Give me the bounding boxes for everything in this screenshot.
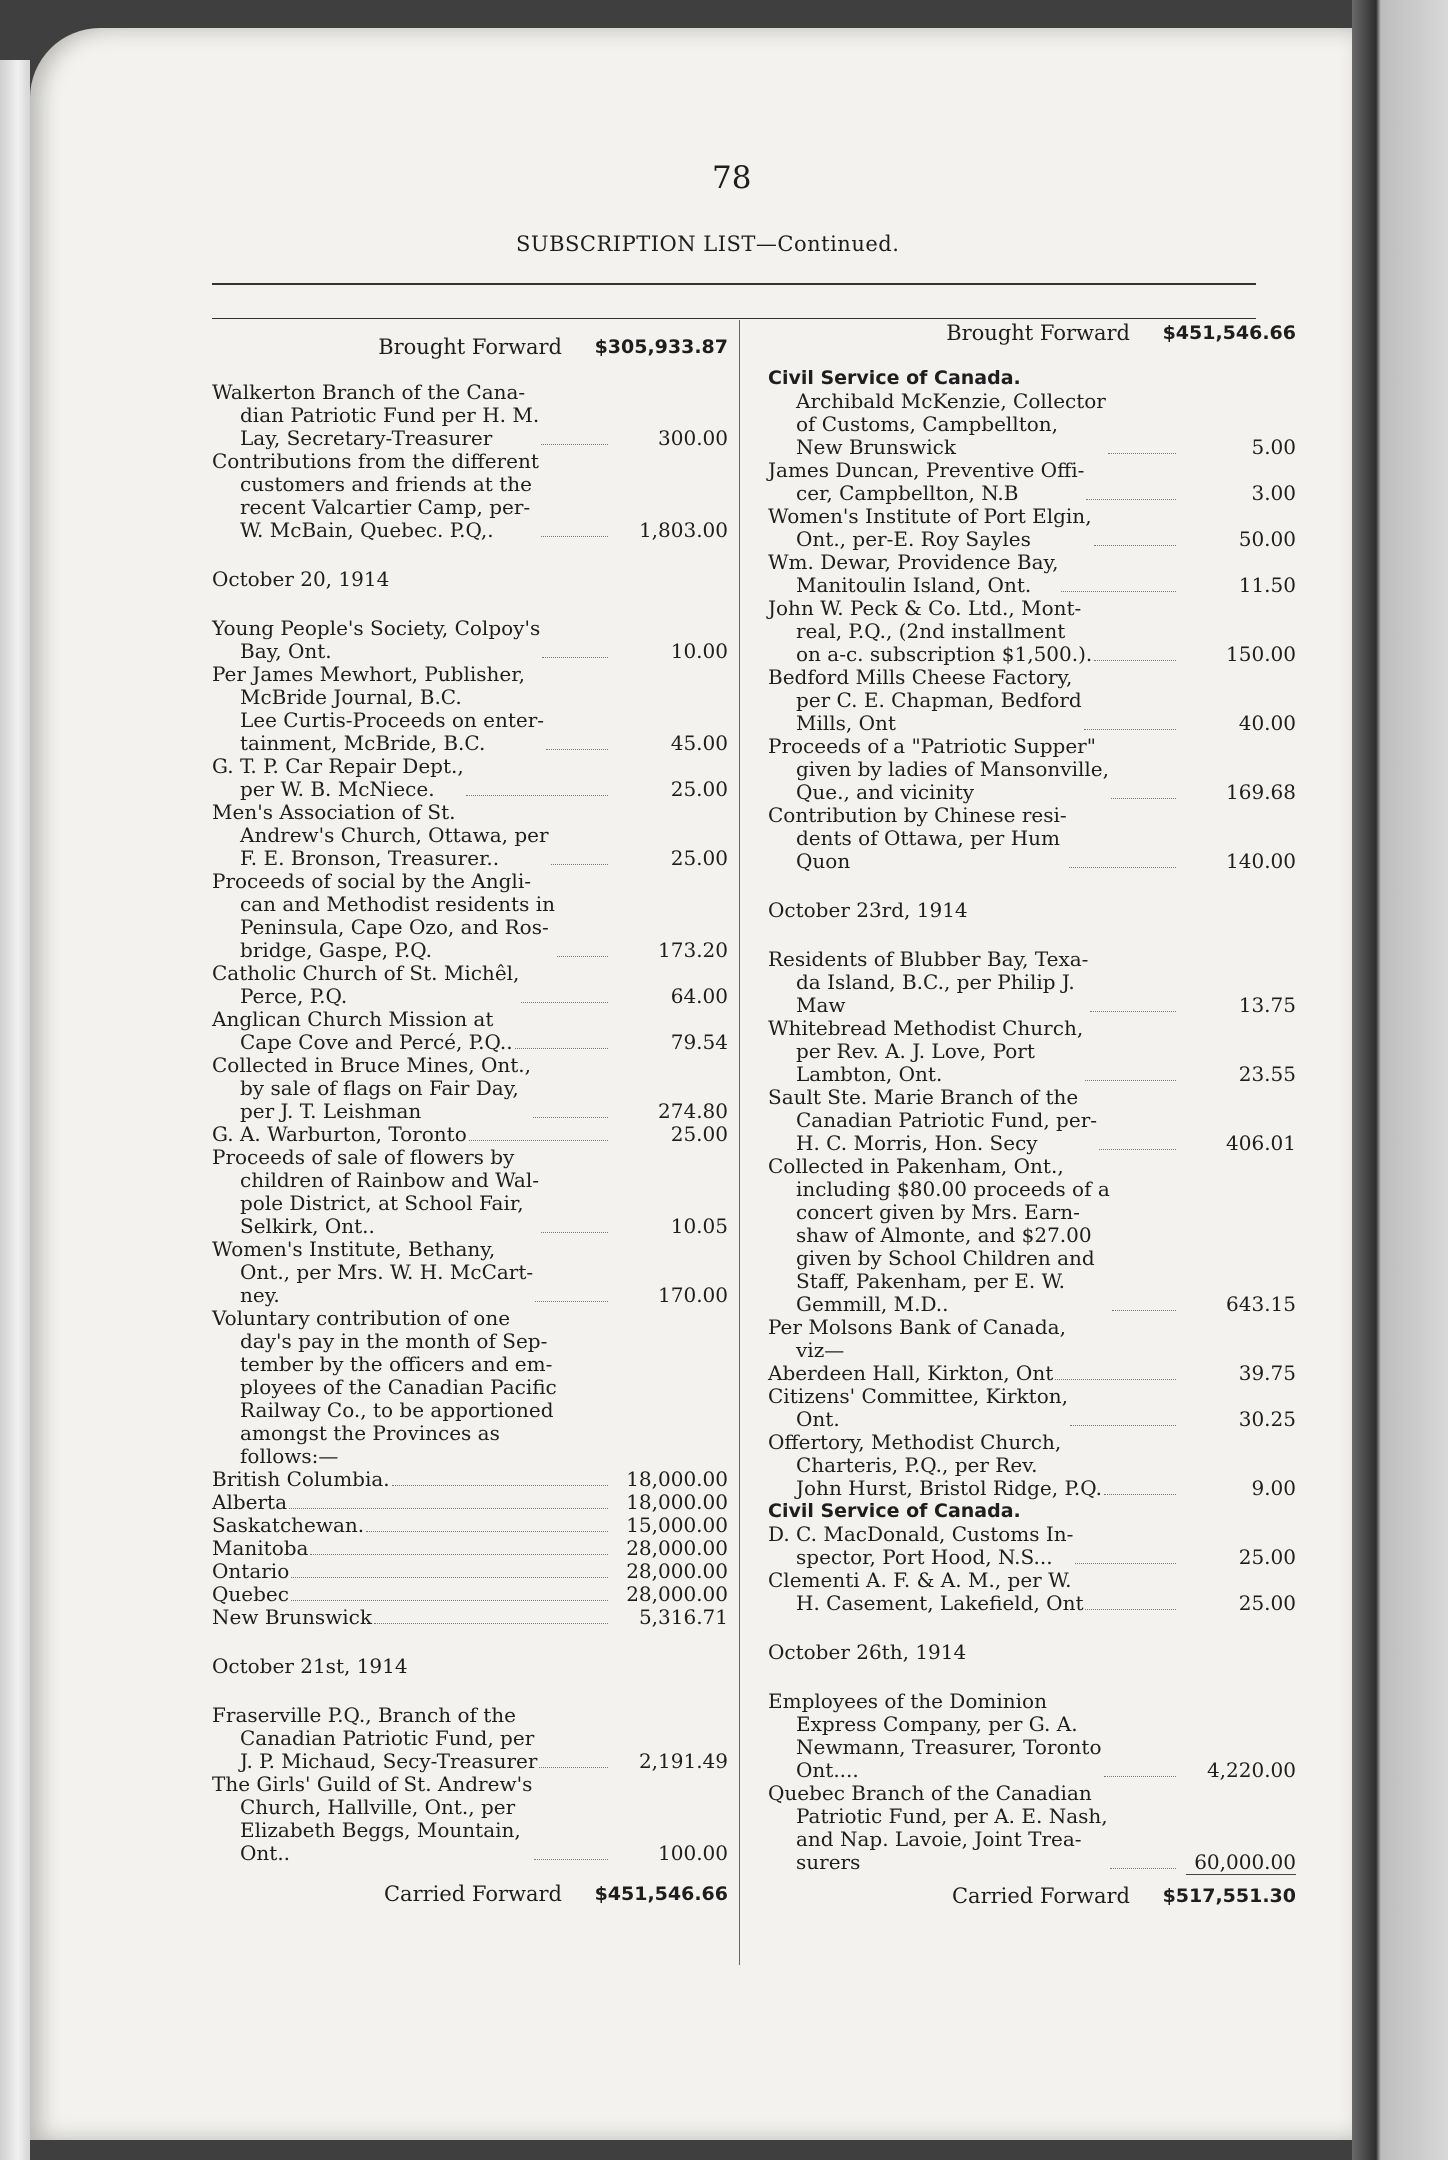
page-number: 78 [712,160,752,196]
entry-amount: 274.80 [658,1099,728,1123]
entry-line: Aberdeen Hall, Kirkton, Ont [768,1361,1054,1385]
column-divider [739,320,740,1965]
entry-amount: 28,000.00 [626,1536,728,1560]
entry-amount: 79.54 [670,1030,728,1054]
subscription-entry [212,1146,728,1238]
dot-leader [1111,798,1176,799]
subscription-entry [212,1307,728,1468]
subscription-entry [212,1123,728,1146]
subscription-entry [212,663,728,755]
dot-leader [1084,729,1176,730]
entry-amount: 30.25 [1238,1407,1296,1431]
entry-line: Quon [796,849,851,873]
entry-amount: 64.00 [670,984,728,1008]
entry-line: Elizabeth Beggs, Mountain, [240,1818,521,1842]
entry-line: Men's Association of St. [212,800,456,824]
dot-leader [1061,591,1176,592]
entry-line: Ont.... [796,1758,859,1782]
entry-amount: 173.20 [658,938,728,962]
entry-line: Clementi A. F. & A. M., per W. [768,1568,1072,1592]
dot-leader [1104,1494,1176,1495]
entry-amount: 9.00 [1251,1476,1296,1500]
entry-amount: 25.00 [670,1122,728,1146]
entry-line: Railway Co., to be apportioned [240,1398,554,1422]
province-name: New Brunswick [212,1605,372,1629]
entry-group [768,1690,1296,1874]
dot-leader [1085,1609,1176,1610]
dot-leader [366,1531,608,1532]
entry-line: Staff, Pakenham, per E. W. [796,1269,1065,1293]
entry-line: tainment, McBride, B.C. [240,731,486,755]
entry-line: Newmann, Treasurer, Toronto [796,1735,1102,1759]
entry-line: Fraserville P.Q., Branch of the [212,1703,516,1727]
subscription-entry [212,962,728,1008]
entry-line: per W. B. McNiece. [240,777,435,801]
entry-amount: 40.00 [1238,711,1296,735]
entry-line: recent Valcartier Camp, per- [240,495,531,519]
dot-leader [291,1600,608,1601]
dot-leader [1094,660,1176,661]
province-row [212,1583,728,1606]
dot-leader [541,536,608,537]
entry-line: dian Patriotic Fund per H. M. [240,403,540,427]
date-heading: October 20, 1914 [212,567,390,591]
entry-line: Young People's Society, Colpoy's [212,616,541,640]
entry-line: ney. [240,1283,280,1307]
dot-leader [310,1554,608,1555]
entry-line: Citizens' Committee, Kirkton, [768,1384,1068,1408]
entry-line: Voluntary contribution of one [212,1306,511,1330]
subscription-entry [768,1086,1296,1155]
dot-leader [557,956,608,957]
entry-amount: 15,000.00 [626,1513,728,1537]
entry-line: including $80.00 proceeds of a [796,1177,1110,1201]
brought-forward-amount: $305,933.87 [594,336,728,358]
section-heading: Civil Service of Canada. [768,1500,1021,1522]
entry-amount: 300.00 [658,426,728,450]
subscription-entry [768,948,1296,1017]
entry-line: John W. Peck & Co. Ltd., Mont- [768,596,1082,620]
entry-line: Per James Mewhort, Publisher, [212,662,525,686]
entry-amount: 28,000.00 [626,1582,728,1606]
subscription-entry [768,551,1296,597]
entry-line: can and Methodist residents in [240,892,555,916]
dot-leader [469,1140,608,1141]
date-heading: October 26th, 1914 [768,1640,967,1664]
entry-line: Ont., per-E. Roy Sayles [796,527,1031,551]
brought-forward-row [212,336,728,359]
entry-amount: 25.00 [670,846,728,870]
dot-leader [546,749,608,750]
left-column [212,336,728,1906]
dot-leader [535,1301,608,1302]
entry-line: day's pay in the month of Sep- [240,1329,548,1353]
entry-amount: 643.15 [1226,1292,1296,1316]
entry-amount: 18,000.00 [626,1490,728,1514]
entry-line: Peninsula, Cape Ozo, and Ros- [240,915,549,939]
entry-line: Contribution by Chinese resi- [768,803,1067,827]
entry-line: pole District, at School Fair, [240,1191,524,1215]
entry-amount: 28,000.00 [626,1559,728,1583]
province-row [212,1537,728,1560]
brought-forward-label: Brought Forward [946,321,1130,345]
entry-line: per C. E. Chapman, Bedford [796,688,1082,712]
subscription-entry [212,1008,728,1054]
entry-line: Gemmill, M.D.. [796,1292,949,1316]
entry-line: Per Molsons Bank of Canada, [768,1315,1066,1339]
entry-line: Collected in Bruce Mines, Ont., [212,1053,531,1077]
carried-forward-label: Carried Forward [951,1884,1130,1908]
entry-line: Ont.. [240,1841,291,1865]
province-list [212,1468,728,1629]
entry-line: given by School Children and [796,1246,1095,1270]
entry-line: G. A. Warburton, Toronto [212,1122,467,1146]
entry-line: Ont. [796,1407,840,1431]
entry-line: Selkirk, Ont.. [240,1214,375,1238]
dot-leader [1069,867,1176,868]
entry-line: H. C. Morris, Hon. Secy [796,1131,1038,1155]
entry-group [212,1704,728,1865]
subscription-entry [768,459,1296,505]
subscription-entry [212,1054,728,1123]
subscription-entry [212,1704,728,1773]
entry-line: D. C. MacDonald, Customs In- [768,1522,1074,1546]
entry-line: Maw [796,993,846,1017]
dot-leader [1110,1868,1176,1869]
entry-line: Ont., per Mrs. W. H. McCart- [240,1260,534,1284]
entry-amount: 169.68 [1226,780,1296,804]
brought-forward-row [768,322,1296,345]
carried-forward-row [212,1883,728,1906]
subscription-entry [768,1155,1296,1316]
entry-line: Patriotic Fund, per A. E. Nash, [796,1804,1108,1828]
entry-group [212,617,728,1468]
entry-line: Canadian Patriotic Fund, per- [796,1108,1098,1132]
entry-line: Express Company, per G. A. [796,1712,1078,1736]
entry-amount: 25.00 [670,777,728,801]
entry-line: Offertory, Methodist Church, [768,1430,1062,1454]
entry-line: Residents of Blubber Bay, Texa- [768,947,1089,971]
entry-line: Proceeds of social by the Angli- [212,869,531,893]
entry-line: Proceeds of sale of flowers by [212,1145,515,1169]
entry-line: Sault Ste. Marie Branch of the [768,1085,1079,1109]
entry-amount: 100.00 [658,1841,728,1865]
entry-line: Lee Curtis-Proceeds on enter- [240,708,545,732]
subscription-entry [768,1523,1296,1569]
subscription-entry [212,1773,728,1865]
entry-line: concert given by Mrs. Earn- [796,1200,1080,1224]
dot-leader [1094,545,1176,546]
page-header: SUBSCRIPTION LIST—Continued. [516,232,900,256]
subscription-entry [212,381,728,450]
province-row [212,1491,728,1514]
entry-amount: 150.00 [1226,642,1296,666]
entry-group [768,948,1296,1500]
entry-line: ployees of the Canadian Pacific [240,1375,557,1399]
entry-line: shaw of Almonte, and $27.00 [796,1223,1092,1247]
entry-line: viz— [796,1338,845,1362]
entry-amount: 140.00 [1226,849,1296,873]
entry-line: Women's Institute of Port Elgin, [768,504,1092,528]
subscription-entry [212,1238,728,1307]
entry-amount: 406.01 [1226,1131,1296,1155]
entry-line: Anglican Church Mission at [212,1007,494,1031]
entry-line: Lay, Secretary-Treasurer [240,426,493,450]
entry-line: Andrew's Church, Ottawa, per [240,823,549,847]
entry-line: on a-c. subscription $1,500.). [796,642,1093,666]
dot-leader [1086,499,1176,500]
entry-line: McBride Journal, B.C. [240,685,462,709]
entry-line: per Rev. A. J. Love, Port [796,1039,1035,1063]
date-heading: October 23rd, 1914 [768,898,968,922]
entry-line: children of Rainbow and Wal- [240,1168,540,1192]
subscription-entry [768,1782,1296,1874]
dot-leader [466,795,608,796]
entry-line: W. McBain, Quebec. P.Q,. [240,518,494,542]
entry-line: cer, Campbellton, N.B [796,481,1019,505]
entry-line: Wm. Dewar, Providence Bay, [768,550,1059,574]
entry-amount: 23.55 [1238,1062,1296,1086]
dot-leader [1112,1310,1176,1311]
entry-line: New Brunswick [796,435,956,459]
entry-line: Manitoulin Island, Ont. [796,573,1032,597]
entry-line: John Hurst, Bristol Ridge, P.Q. [796,1476,1102,1500]
subscription-entry [768,1385,1296,1431]
subscription-entry [768,390,1296,459]
entry-group [768,1523,1296,1615]
subscription-entry [768,1017,1296,1086]
dot-leader [521,1002,608,1003]
entry-group [768,390,1296,873]
dot-leader [1090,1011,1176,1012]
entry-line: amongst the Provinces as [240,1421,500,1445]
entry-line: da Island, B.C., per Philip J. [796,970,1075,994]
entry-amount: 11.50 [1238,573,1296,597]
subscription-entry [212,870,728,962]
dot-leader [1055,1379,1176,1380]
entry-line: Whitebread Methodist Church, [768,1016,1084,1040]
entry-line: Canadian Patriotic Fund, per [240,1726,535,1750]
dot-leader [1099,1149,1176,1150]
subscription-entry [768,1316,1296,1362]
province-name: Manitoba [212,1536,309,1560]
entry-line: Employees of the Dominion [768,1689,1047,1713]
entry-amount: 3.00 [1251,481,1296,505]
province-row [212,1514,728,1537]
province-name: Ontario [212,1559,290,1583]
entry-line: Archibald McKenzie, Collector [796,389,1106,413]
entry-line: per J. T. Leishman [240,1099,422,1123]
entry-line: H. Casement, Lakefield, Ont [796,1591,1084,1615]
entry-amount: 18,000.00 [626,1467,728,1491]
entry-amount: 170.00 [658,1283,728,1307]
subscription-entry [768,1362,1296,1385]
date-heading: October 21st, 1914 [212,1654,408,1678]
subscription-entry [768,1569,1296,1615]
entry-line: Perce, P.Q. [240,984,348,1008]
dot-leader [291,1577,608,1578]
entry-line: bridge, Gaspe, P.Q. [240,938,432,962]
right-column [768,322,1296,1908]
entry-line: Proceeds of a "Patriotic Supper" [768,734,1096,758]
subscription-entry [212,801,728,870]
entry-amount: 2,191.49 [638,1749,728,1773]
entry-amount: 5.00 [1251,435,1296,459]
subscription-entry [768,505,1296,551]
entry-line: Church, Hallville, Ont., per [240,1795,516,1819]
entry-amount: 50.00 [1238,527,1296,551]
entry-amount: 60,000.00 [1194,1850,1296,1874]
entry-line: G. T. P. Car Repair Dept., [212,754,464,778]
dot-leader [1075,1563,1176,1564]
entry-amount: 1,803.00 [638,518,728,542]
entry-line: customers and friends at the [240,472,532,496]
entry-line: by sale of flags on Fair Day, [240,1076,519,1100]
entry-line: Bedford Mills Cheese Factory, [768,665,1073,689]
entry-amount: 25.00 [1238,1545,1296,1569]
dot-leader [1108,453,1176,454]
entry-amount: 10.05 [670,1214,728,1238]
entry-line: tember by the officers and em- [240,1352,553,1376]
entry-amount: 13.75 [1238,993,1296,1017]
province-name: Saskatchewan. [212,1513,365,1537]
header-rule-top [212,283,1256,285]
header-rule-bottom [212,318,1256,319]
entry-line: Lambton, Ont. [796,1062,943,1086]
subscription-entry [768,597,1296,666]
subscription-entry [768,1690,1296,1782]
entry-line: Catholic Church of St. Michêl, [212,961,520,985]
entry-line: spector, Port Hood, N.S... [796,1545,1053,1569]
entry-amount: 4,220.00 [1206,1758,1296,1782]
entry-line: given by ladies of Mansonville, [796,757,1109,781]
carried-forward-label: Carried Forward [383,1882,562,1906]
dot-leader [533,1117,608,1118]
subscription-entry [768,804,1296,873]
entry-line: Contributions from the different [212,449,539,473]
entry-line: Que., and vicinity [796,780,975,804]
dot-leader [541,1232,608,1233]
entry-line: and Nap. Lavoie, Joint Trea- [796,1827,1082,1851]
dot-leader [374,1623,608,1624]
entry-amount: 39.75 [1238,1361,1296,1385]
entry-line: Collected in Pakenham, Ont., [768,1154,1064,1178]
subscription-entry [212,450,728,542]
entry-line: Charteris, P.Q., per Rev. [796,1453,1038,1477]
subscription-entry [768,1431,1296,1500]
entry-line: Cape Cove and Percé, P.Q.. [240,1030,513,1054]
carried-forward-row [768,1885,1296,1908]
entry-line: Walkerton Branch of the Cana- [212,380,526,404]
carried-forward-amount: $517,551.30 [1162,1885,1296,1907]
subscription-entry [212,755,728,801]
province-name: Quebec [212,1582,289,1606]
dot-leader [1104,1776,1177,1777]
dot-leader [534,1859,608,1860]
brought-forward-amount: $451,546.66 [1162,322,1296,344]
section-heading: Civil Service of Canada. [768,367,1021,389]
book-edge [1352,0,1448,2160]
dot-leader [289,1508,608,1509]
entry-line: Mills, Ont [796,711,896,735]
entry-line: The Girls' Guild of St. Andrew's [212,1772,533,1796]
province-name: Alberta [212,1490,287,1514]
entry-amount: 25.00 [1238,1591,1296,1615]
brought-forward-label: Brought Forward [378,335,562,359]
dot-leader [1070,1425,1176,1426]
entry-amount: 10.00 [670,639,728,663]
subscription-entry [768,735,1296,804]
dot-leader [515,1048,608,1049]
dot-leader [542,657,608,658]
entry-line: J. P. Michaud, Secy-Treasurer [240,1749,538,1773]
carried-forward-amount: $451,546.66 [594,1883,728,1905]
province-row [212,1468,728,1491]
entry-amount: 45.00 [670,731,728,755]
dot-leader [1085,1080,1176,1081]
province-name: British Columbia. [212,1467,390,1491]
entry-line: real, P.Q., (2nd installment [796,619,1066,643]
province-row [212,1606,728,1629]
entry-line: Quebec Branch of the Canadian [768,1781,1092,1805]
entry-amount: 5,316.71 [638,1605,728,1629]
entry-line: James Duncan, Preventive Offi- [768,458,1085,482]
book-binding [0,60,30,2160]
dot-leader [541,444,608,445]
province-row [212,1560,728,1583]
subscription-entry [768,666,1296,735]
subscription-entry [212,617,728,663]
entry-line: Women's Institute, Bethany, [212,1237,496,1261]
entry-line: surers [796,1850,861,1874]
entry-line: dents of Ottawa, per Hum [796,826,1060,850]
entry-group [212,381,728,542]
entry-line: of Customs, Campbellton, [796,412,1059,436]
entry-line: F. E. Bronson, Treasurer.. [240,846,500,870]
dot-leader [539,1767,608,1768]
dot-leader [392,1485,608,1486]
dot-leader [551,864,608,865]
entry-line: Bay, Ont. [240,639,332,663]
entry-line: follows:— [240,1444,339,1468]
